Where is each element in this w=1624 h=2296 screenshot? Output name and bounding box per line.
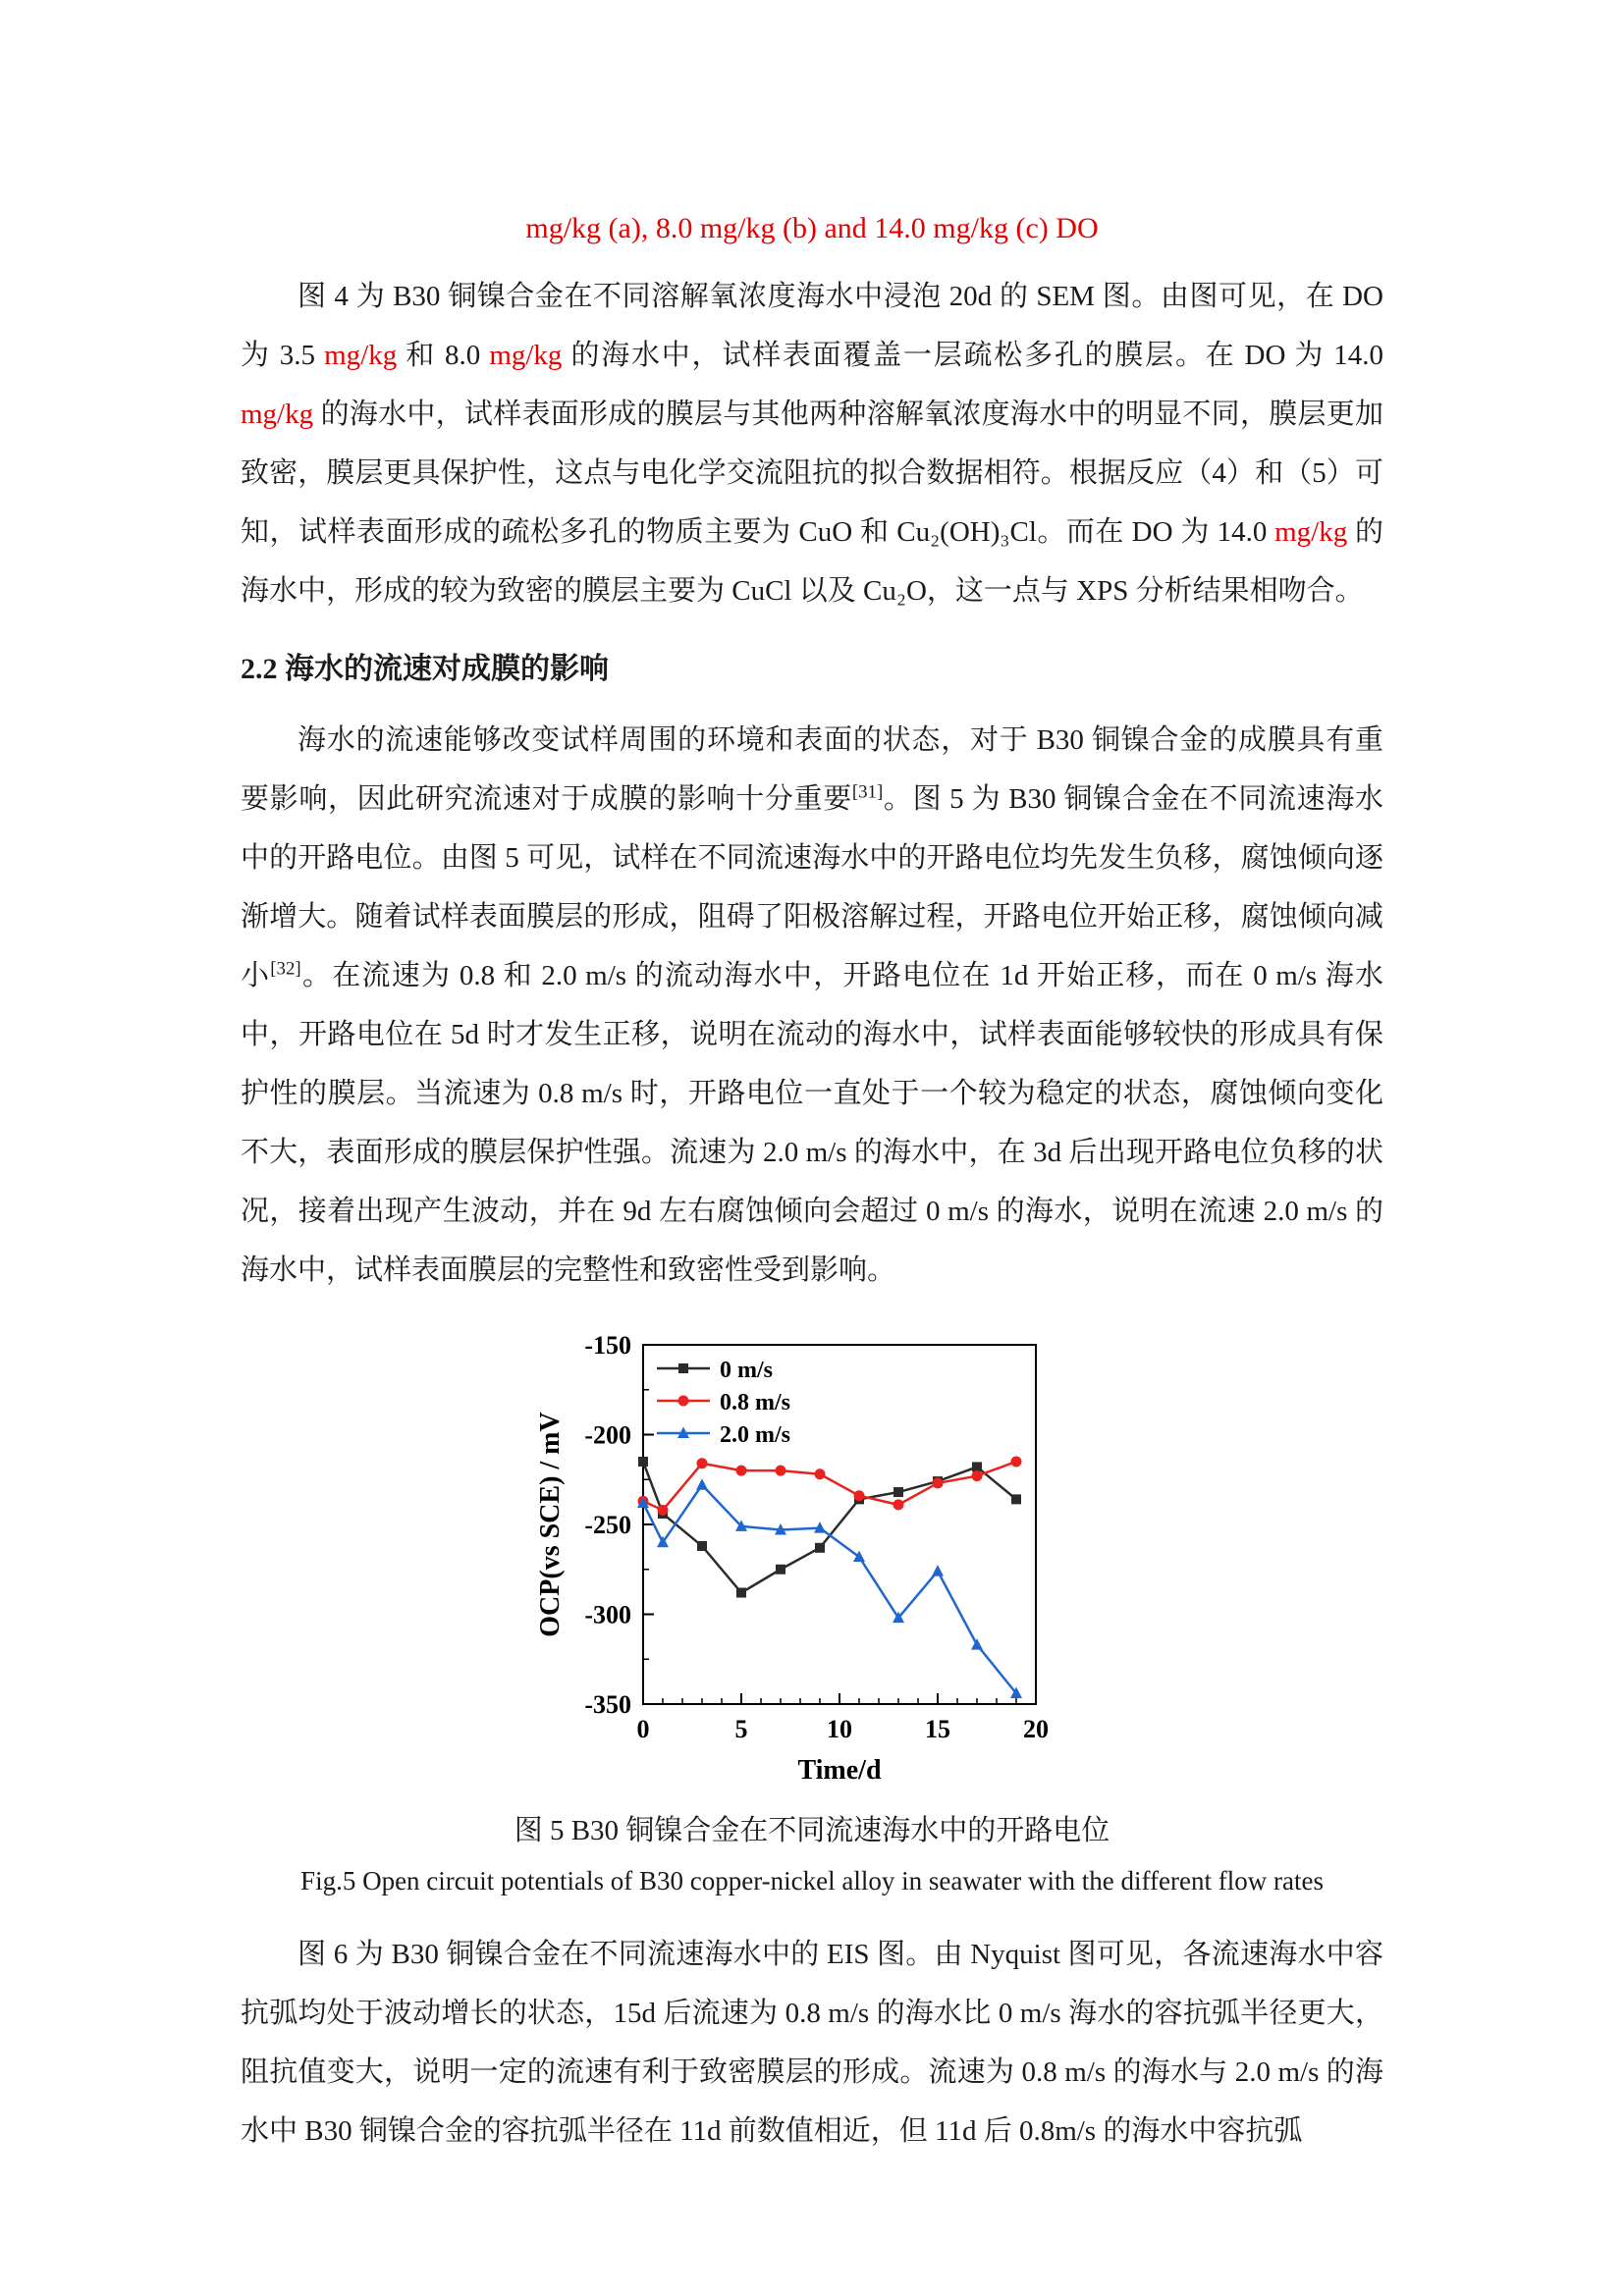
figure5-caption-en: Fig.5 Open circuit potentials of B30 copper-nickel alloy in seawater with the different flow rates (300, 1866, 1324, 1896)
text-segment: 图 4 为 B30 铜镍合金在不同溶解氧浓度海水中浸泡 20d 的 SEM 图。由图可见，在 DO 为 3.5 (241, 281, 1383, 371)
series-0-8-m-s (637, 1456, 1021, 1515)
text-segment: 的海水中，试样表面覆盖一层疏松多孔的膜层。在 DO 为 14.0 (562, 340, 1383, 371)
text-segment: 。在流速为 0.8 和 2.0 m/s 的流动海水中，开路电位在 1d 开始正移，而在 0 m/s 海水中，开路电位在 5d 时才发生正移，说明在流动的海水中，试样表面能够较快的形成具有保护性的膜层。当流速为 0.8 m/s 时，开路电位一直处于一个较为稳定的状态，腐蚀倾向变化不大，表面形成的膜层保护性强。流速为 2.0 m/s 的海水中，在 3d 后出现开路电位负移的状况，接着出现产生波动，并在 9d 左右腐蚀倾向会超过 0 m/s 的海水，说明在流速 2.0 m/s 的海水中，试样表面膜层的完整性和致密性受到影响。 (241, 960, 1383, 1286)
y-axis-title: OCP(vs SCE) / mV (534, 1412, 566, 1637)
chart-legend (657, 1358, 790, 1448)
x-tick-label: 0 (636, 1715, 649, 1743)
legend-label: 0 m/s (719, 1358, 773, 1383)
chart-container (535, 1329, 1090, 1795)
y-tick-label: -150 (583, 1331, 631, 1360)
text-segment: 的海水中，形成的较为致密的膜层主要为 CuCl 以及 Cu₂O，这一点与 XPS 分析结果相吻合。 (241, 516, 1383, 607)
figure3-caption-tail (241, 208, 1383, 249)
red-text-segment: mg/kg (1274, 516, 1348, 548)
y-tick-label: -200 (583, 1420, 631, 1450)
legend-label: 2.0 m/s (719, 1422, 790, 1448)
reference-superscript: [32] (270, 958, 301, 980)
ocp-line-chart (535, 1329, 1090, 1790)
figure5-caption-zh: 图 5 B30 铜镍合金在不同流速海水中的开路电位 (514, 1815, 1110, 1846)
x-tick-label: 20 (1022, 1715, 1049, 1743)
text-segment: 。图 5 为 B30 铜镍合金在不同流速海水中的开路电位。由图 5 可见，试样在不同流速海水中的开路电位均先发生负移，腐蚀倾向逐渐增大。随着试样表面膜层的形成，阻碍了阳极溶解过程，开路电位开始正移，腐蚀倾向减小 (241, 783, 1383, 991)
paragraph-eis-discussion (241, 1925, 1383, 2161)
red-text-segment: mg/kg (324, 340, 398, 371)
y-tick-label: -300 (583, 1600, 631, 1629)
text-segment: 图 6 为 B30 铜镍合金在不同流速海水中的 EIS 图。由 Nyquist 图可见，各流速海水中容抗弧均处于波动增长的状态，15d 后流速为 0.8 m/s 的海水比 0 m/s 海水的容抗弧半径更大，阻抗值变大，说明一定的流速有利于致密膜层的形成。流速为 0.8 m/s 的海水与 2.0 m/s 的海水中 B30 铜镍合金的容抗弧半径在 11d 前数值相近，但 11d 后 0.8m/s 的海水中容抗弧 (241, 1939, 1383, 2147)
section-heading-2-2: 2.2 海水的流速对成膜的影响 (241, 653, 609, 685)
legend-label: 0.8 m/s (719, 1390, 790, 1415)
text-segment: 海水的流速能够改变试样周围的环境和表面的状态，对于 B30 铜镍合金的成膜具有重要影响，因此研究流速对于成膜的影响十分重要 (241, 724, 1383, 815)
red-text-segment: mg/kg (241, 399, 314, 430)
x-tick-label: 15 (924, 1715, 950, 1743)
reference-superscript: [31] (851, 781, 884, 803)
x-tick-label: 5 (734, 1715, 747, 1743)
y-tick-label: -250 (583, 1511, 631, 1539)
x-tick-label: 10 (826, 1715, 852, 1743)
series-2-0-m-s (637, 1478, 1022, 1698)
y-tick-label: -350 (583, 1690, 631, 1719)
x-axis-title: Time/d (796, 1755, 882, 1786)
text-segment: 和 8.0 (397, 340, 490, 371)
paragraph-flow-rate-ocp (241, 711, 1383, 1300)
red-text-segment: mg/kg (489, 340, 563, 371)
chart-axes (584, 1331, 1049, 1743)
text-segment: 的海水中，试样表面形成的膜层与其他两种溶解氧浓度海水中的明显不同，膜层更加致密，膜层更具保护性，这点与电化学交流阻抗的拟合数据相符。根据反应（4）和（5）可知，试样表面形成的疏松多孔的物质主要为 CuO 和 Cu₂(OH)₃Cl。而在 DO 为 14.0 (241, 399, 1383, 548)
figure5 (241, 1329, 1383, 1901)
paragraph-sem-discussion (241, 267, 1383, 620)
red-text-segment: mg/kg (a), 8.0 mg/kg (b) and 14.0 mg/kg (c) DO (525, 212, 1099, 244)
